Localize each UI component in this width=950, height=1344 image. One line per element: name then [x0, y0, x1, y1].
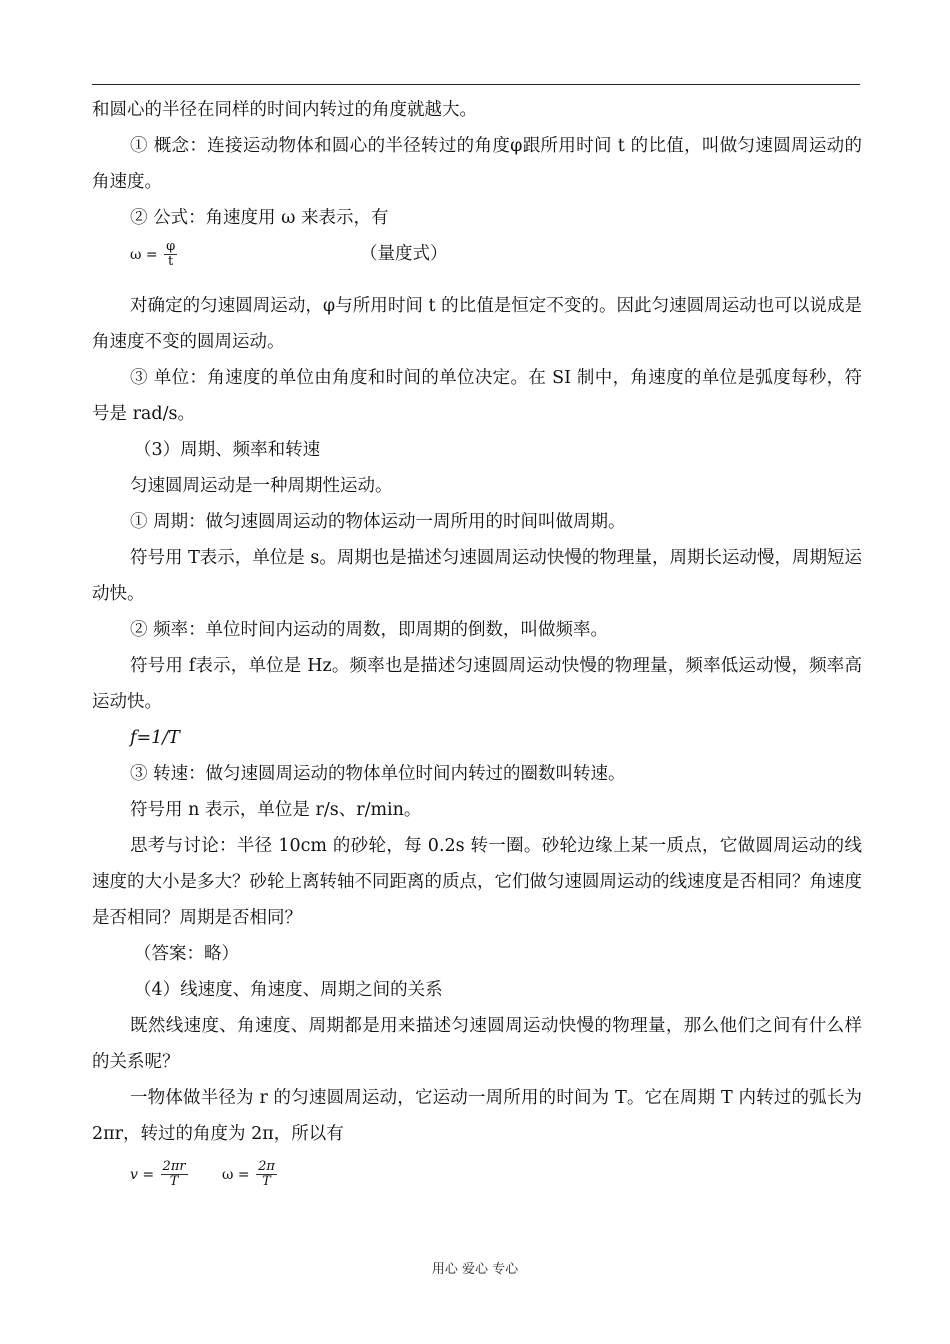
fraction [256, 1160, 277, 1190]
fraction-numerator: 2π [258, 1159, 275, 1174]
formula-omega [222, 1160, 279, 1190]
formula-lhs: v = [130, 1166, 155, 1183]
page-body [92, 92, 862, 1212]
section-heading: （3）周期、频率和转速 [134, 440, 321, 460]
paragraph: 既然线速度、角速度、周期都是用来描述匀速圆周运动快慢的物理量，那么他们之间有什么样的关系呢？ [92, 1016, 862, 1072]
fraction-denominator: t [164, 254, 177, 269]
angular-velocity-formula [92, 236, 862, 288]
formula-omega [130, 240, 179, 270]
paragraph: 符号用 f表示，单位是 Hz。频率也是描述匀速圆周运动快慢的物理量，频率低运动慢，频率高运动快。 [92, 656, 862, 712]
fraction-denominator: T [161, 1174, 188, 1189]
paragraph-formula-intro: ② 公式：角速度用 ω 来表示，有 [130, 208, 389, 228]
page-footer: 用心 爱心 专心 [431, 1262, 519, 1277]
formula-note: （量度式） [360, 244, 448, 264]
fraction [161, 1160, 188, 1190]
paragraph: 符号用 T表示，单位是 s。周期也是描述匀速圆周运动快慢的物理量，周期长运动慢，周期短运动快。 [92, 548, 862, 604]
paragraph: 对确定的匀速圆周运动，φ与所用时间 t 的比值是恒定不变的。因此匀速圆周运动也可以说成是角速度不变的圆周运动。 [92, 296, 862, 352]
fraction-numerator: 2πr [162, 1159, 186, 1174]
paragraph-rotation-speed: ③ 转速：做匀速圆周运动的物体单位时间内转过的圈数叫转速。 [130, 764, 626, 784]
formula-frequency: f=1/T [130, 728, 180, 748]
fraction-denominator: T [256, 1174, 277, 1189]
paragraph-period: ① 周期：做匀速圆周运动的物体运动一周所用的时间叫做周期。 [130, 512, 626, 532]
paragraph-discussion: 思考与讨论：半径 10cm 的砂轮，每 0.2s 转一圈。砂轮边缘上某一质点，它做圆周运动的线速度的大小是多大？砂轮上离转轴不同距离的质点，它们做匀速圆周运动的线速度是否相同？角速度是否相同？周期是否相同？ [92, 836, 862, 928]
relation-formulas [92, 1152, 862, 1212]
paragraph-frequency: ② 频率：单位时间内运动的周数，即周期的倒数，叫做频率。 [130, 620, 609, 640]
answer-note: （答案：略） [134, 944, 239, 964]
formula-lhs: ω = [130, 246, 158, 263]
paragraph: 匀速圆周运动是一种周期性运动。 [130, 476, 393, 496]
formula-lhs: ω = [222, 1166, 250, 1183]
paragraph: 符号用 n 表示，单位是 r/s、r/min。 [130, 800, 422, 820]
paragraph: 和圆心的半径在同样的时间内转过的角度就越大。 [92, 100, 477, 120]
paragraph: 一物体做半径为 r 的匀速圆周运动，它运动一周所用的时间为 T。它在周期 T 内转过的弧长为 2πr，转过的角度为 2π，所以有 [92, 1088, 862, 1144]
header-rule [92, 84, 860, 85]
fraction-numerator: φ [166, 239, 176, 254]
section-heading: （4）线速度、角速度、周期之间的关系 [134, 980, 443, 1000]
formula-v [130, 1160, 190, 1190]
fraction [164, 240, 177, 270]
paragraph-unit: ③ 单位：角速度的单位由角度和时间的单位决定。在 SI 制中，角速度的单位是弧度每秒，符号是 rad/s。 [92, 368, 862, 424]
paragraph-concept: ① 概念：连接运动物体和圆心的半径转过的角度φ跟所用时间 t 的比值，叫做匀速圆周运动的角速度。 [92, 136, 862, 192]
